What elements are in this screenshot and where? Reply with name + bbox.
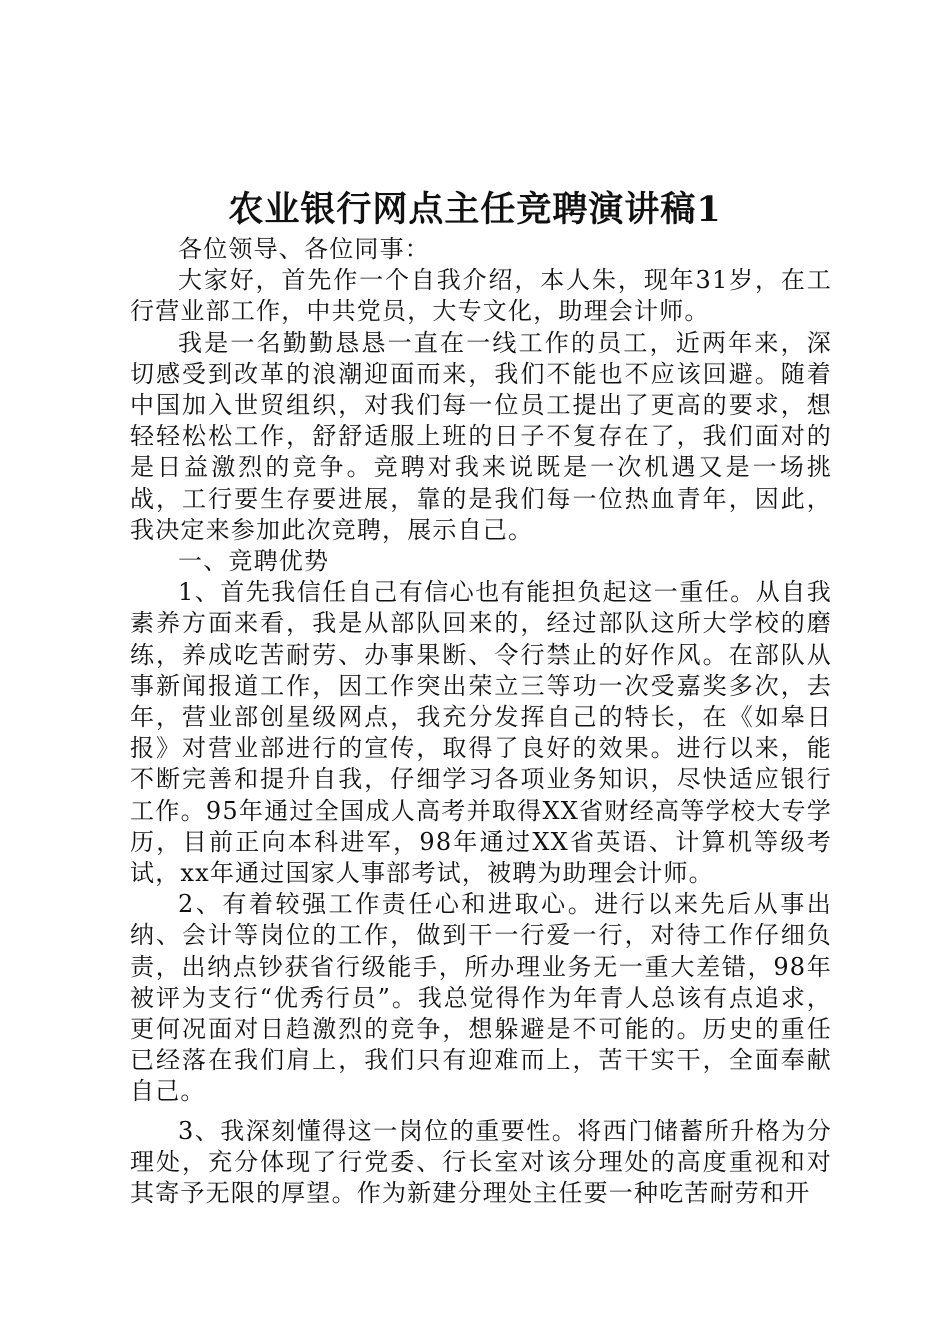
paragraph-advantage-1: 1、首先我信任自己有信心也有能担负起这一重任。从自我素养方面来看，我是从部队回来的，经过部队这所大学校的磨练，养成吃苦耐劳、办事果断、令行禁止的好作风。在部队从事新闻报道工作，因工作突出荣立三等功一次受嘉奖多次，去年，营业部创星级网点，我充分发挥自己的特长，在《如皋日报》对营业部进行的宣传，取得了良好的效果。进行以来，能不断完善和提升自我，仔细学习各项业务知识，尽快适应银行工作。95年通过全国成人高考并取得XX省财经高等学校大专学历，目前正向本科进军，98年通过XX省英语、计算机等级考试，xx年通过国家人事部考试，被聘为助理会计师。: [130, 578, 832, 888]
section-heading-advantages: 一、竞聘优势: [178, 547, 330, 576]
paragraph-advantage-3: 3、我深刻懂得这一岗位的重要性。将西门储蓄所升格为分理处，充分体现了行党委、行长室对该分理处的高度重视和对其寄予无限的厚望。作为新建分理处主任要一种吃苦耐劳和开: [130, 1116, 832, 1208]
paragraph-motivation: 我是一名勤勤恳恳一直在一线工作的员工，近两年来，深切感受到改革的浪潮迎面而来，我们不能也不应该回避。随着中国加入世贸组织，对我们每一位员工提出了更高的要求，想轻轻松松工作，舒舒适服上班的日子不复存在了，我们面对的是日益激烈的竞争。竞聘对我来说既是一次机遇又是一场挑战，工行要生存要进展，靠的是我们每一位热血青年，因此，我决定来参加此次竞聘，展示自己。: [130, 328, 832, 544]
paragraph-advantage-2: 2、有着较强工作责任心和进取心。进行以来先后从事出纳、会计等岗位的工作，做到干一行爱一行，对待工作仔细负责，出纳点钞获省行级能手，所办理业务无一重大差错，98年被评为支行“优秀行员”。我总觉得作为年青人总该有点追求，更何况面对日趋激烈的竞争，想躲避是不可能的。历史的重任已经落在我们肩上，我们只有迎难而上，苦干实干，全面奉献自己。: [130, 890, 832, 1106]
document-title: 农业银行网点主任竞聘演讲稿1: [228, 189, 722, 230]
document-body: [130, 234, 832, 1209]
paragraph-greeting: 各位领导、各位同事：: [178, 235, 430, 263]
paragraph-introduction: 大家好，首先作一个自我介绍，本人朱，现年31岁，在工行营业部工作，中共党员，大专文化，助理会计师。: [130, 266, 832, 326]
